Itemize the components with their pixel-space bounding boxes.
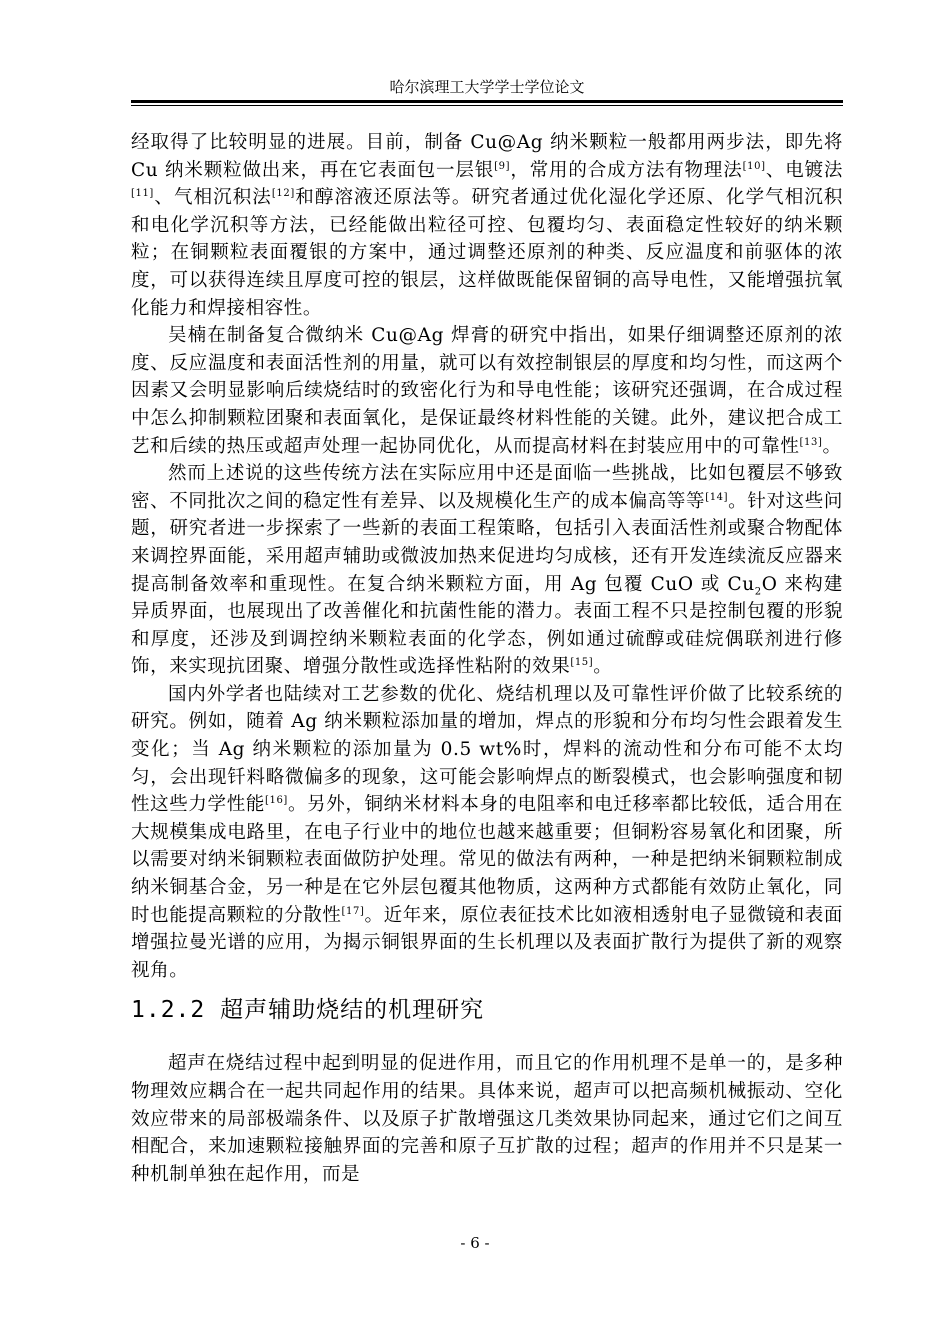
text-run: 。针对这些问题，研究者进一步探索了一些新的表面工程策略，包括引入表面活性剂或聚合物配体来调控界面能，采用超声辅助或微波加热来促进均匀成核，还有开发连续流反应器来提高制备效率和重现性。在复合纳米颗粒方面，用 Ag 包覆 CuO 或 Cu (131, 490, 843, 595)
page-number: - 6 - (460, 1234, 490, 1252)
text-run: 。近年来，原位表征技术比如液相透射电子显微镜和表面增强拉曼光谱的应用，为揭示铜银界面的生长机理以及表面扩散行为提供了新的观察视角。 (131, 904, 843, 981)
citation-ref: [14] (705, 491, 729, 503)
body-paragraphs (131, 129, 843, 984)
citation-ref: [16] (264, 795, 288, 807)
header-rule-thick (131, 100, 843, 103)
text-run: 和醇溶液还原法等。研究者通过优化湿化学还原、化学气相沉积和电化学沉积等方法，已经能做出粒径可控、包覆均匀、表面稳定性较好的纳米颗粒；在铜颗粒表面覆银的方案中，通过调整还原剂的种类、反应温度和前驱体的浓度，可以获得连续且厚度可控的银层，这样做既能保留铜的高导电性，又能增强抗氧化能力和焊接相容性。 (131, 187, 843, 319)
section-paragraphs (131, 1050, 843, 1188)
text-run: O 来构建异质界面，也展现出了改善催化和抗菌性能的潜力。表面工程不只是控制包覆的形貌和厚度，还涉及到调控纳米颗粒表面的化学态，例如通过硫醇或硅烷偶联剂进行修饰，来实现抗团聚、增强分散性或选择性粘附的效果 (131, 573, 843, 678)
citation-ref: [10] (742, 160, 766, 172)
text-run: 、电镀法 (765, 159, 844, 181)
page-body (131, 129, 843, 1188)
text-run: 经取得了比较明显的进展。目前，制备 Cu@Ag 纳米颗粒一般都用两步法，即先将 Cu 纳米颗粒做出来，再在它表面包一层银 (131, 132, 843, 181)
citation-ref: [13] (799, 436, 823, 448)
running-header: 哈尔滨理工大学学士学位论文 (389, 78, 585, 96)
citation-ref: [9] (494, 160, 511, 172)
paragraph-p1 (131, 129, 843, 322)
paragraph-p5 (131, 1050, 843, 1188)
citation-ref: [12] (271, 188, 295, 200)
text-run: 然而上述说的这些传统方法在实际应用中还是面临一些挑战，比如包覆层不够致密、不同批次之间的稳定性有差异、以及规模化生产的成本偏高等等 (131, 463, 843, 512)
citation-ref: [11] (131, 188, 154, 200)
paragraph-p4 (131, 681, 843, 985)
text-run: 、气相沉积法 (153, 187, 272, 209)
text-run: ，常用的合成方法有物理法 (510, 159, 743, 181)
subscript: 2 (754, 586, 762, 598)
citation-ref: [15] (570, 657, 594, 669)
text-run: 。 (593, 656, 613, 678)
text-run: 。另外，铜纳米材料本身的电阻率和电迁移率都比较低，适合用在大规模集成电路里，在电子行业中的地位也越来越重要；但铜粉容易氧化和团聚，所以需要对纳米铜颗粒表面做防护处理。常见的做法有两种，一种是把纳米铜颗粒制成纳米铜基合金，另一种是在它外层包覆其他物质，这两种方式都能有效防止氧化，同时也能提高颗粒的分散性 (131, 794, 843, 926)
section-number: 1.2.2 (131, 997, 206, 1024)
section-heading (131, 990, 843, 1030)
text-run: 吴楠在制备复合微纳米 Cu@Ag 焊膏的研究中指出，如果仔细调整还原剂的浓度、反应温度和表面活性剂的用量，就可以有效控制银层的厚度和均匀性，而这两个因素又会明显影响后续烧结时的致密化行为和导电性能；该研究还强调，在合成过程中怎么抑制颗粒团聚和表面氧化，是保证最终材料性能的关键。此外，建议把合成工艺和后续的热压或超声处理一起协同优化，从而提高材料在封装应用中的可靠性 (131, 325, 843, 457)
header-rule-thin (131, 105, 843, 106)
text-run: 国内外学者也陆续对工艺参数的优化、烧结机理以及可靠性评价做了比较系统的研究。例如，随着 Ag 纳米颗粒添加量的增加，焊点的形貌和分布均匀性会跟着发生变化；当 Ag 纳米颗粒的添加量为 0.5 wt%时，焊料的流动性和分布可能不太均匀，会出现钎料略微偏多的现象，这可能会影响焊点的断裂模式，也会影响强度和韧性这些力学性能 (131, 683, 843, 816)
text-run: 。 (822, 435, 842, 457)
paragraph-p2 (131, 322, 843, 460)
paragraph-p3 (131, 460, 843, 681)
citation-ref: [17] (341, 905, 365, 917)
section-title: 超声辅助烧结的机理研究 (220, 997, 485, 1024)
text-run: 超声在烧结过程中起到明显的促进作用，而且它的作用机理不是单一的，是多种物理效应耦合在一起共同起作用的结果。具体来说，超声可以把高频机械振动、空化效应带来的局部极端条件、以及原子扩散增强这几类效果协同起来，通过它们之间互相配合，来加速颗粒接触界面的完善和原子互扩散的过程；超声的作用并不只是某一种机制单独在起作用，而是 (131, 1053, 843, 1185)
